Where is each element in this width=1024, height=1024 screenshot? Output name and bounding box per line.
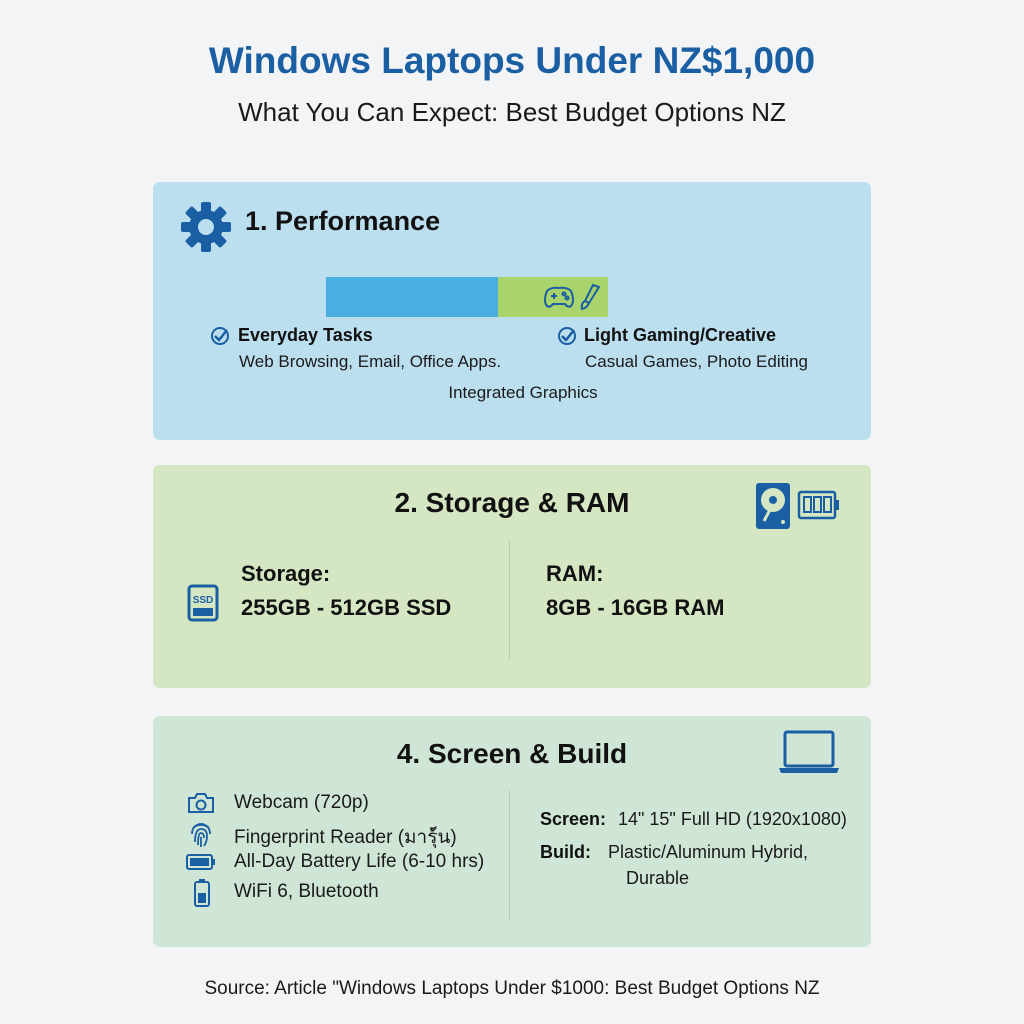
build-value-cont: Durable (626, 868, 690, 888)
performance-card (153, 182, 871, 440)
check-icon (210, 326, 230, 346)
gamepad-icon (545, 288, 573, 307)
screen-value: 14" 15" Full HD (1920x1080) (618, 809, 847, 829)
brush-icon (582, 285, 599, 309)
performance-bar-everyday (326, 277, 498, 317)
everyday-tasks-title: Everyday Tasks (238, 325, 373, 345)
integrated-graphics-note: Integrated Graphics (448, 383, 598, 402)
ssd-icon (187, 584, 219, 622)
feature-webcam: Webcam (720p) (234, 792, 369, 813)
hard-drive-icon (754, 481, 792, 531)
ram-value: 8GB - 16GB RAM (546, 595, 725, 620)
storage-label: Storage: (241, 561, 331, 586)
camera-icon (187, 792, 215, 814)
storage-value: 255GB - 512GB SSD (241, 595, 452, 620)
storage-ram-heading: 2. Storage & RAM (394, 487, 630, 518)
check-icon (557, 326, 577, 346)
laptop-icon (777, 728, 841, 776)
phone-battery-icon (193, 878, 211, 908)
screen-label: Screen: (540, 809, 607, 829)
screen-divider (509, 790, 510, 920)
ram-module-icon (797, 489, 841, 523)
build-value: Plastic/Aluminum Hybrid, (608, 842, 809, 862)
performance-bar-icons (541, 281, 605, 313)
battery-icon (186, 854, 216, 870)
light-gaming-title: Light Gaming/Creative (584, 325, 777, 345)
feature-battery: All-Day Battery Life (6-10 hrs) (234, 851, 485, 872)
ram-label: RAM: (546, 561, 604, 586)
storage-ram-card (153, 465, 871, 688)
fingerprint-icon (189, 820, 213, 848)
build-label: Build: (540, 842, 591, 862)
feature-wifi: WiFi 6, Bluetooth (234, 881, 379, 902)
gear-icon (179, 200, 233, 254)
screen-build-card (153, 716, 871, 947)
screen-build-heading: 4. Screen & Build (396, 738, 628, 769)
feature-fingerprint: Fingerprint Reader (มาร์ุ้น) (234, 827, 457, 848)
page-title: Windows Laptops Under NZ$1,000 (208, 40, 816, 81)
page-subtitle: What You Can Expect: Best Budget Options NZ (238, 97, 786, 127)
storage-divider (509, 541, 510, 659)
light-gaming-desc: Casual Games, Photo Editing (585, 352, 809, 371)
everyday-tasks-desc: Web Browsing, Email, Office Apps. (239, 352, 502, 371)
source-citation: Source: Article "Windows Laptops Under $1000: Best Budget Options NZ (204, 978, 820, 999)
svg-text:SSD: SSD (192, 595, 214, 606)
performance-heading: 1. Performance (245, 206, 441, 236)
